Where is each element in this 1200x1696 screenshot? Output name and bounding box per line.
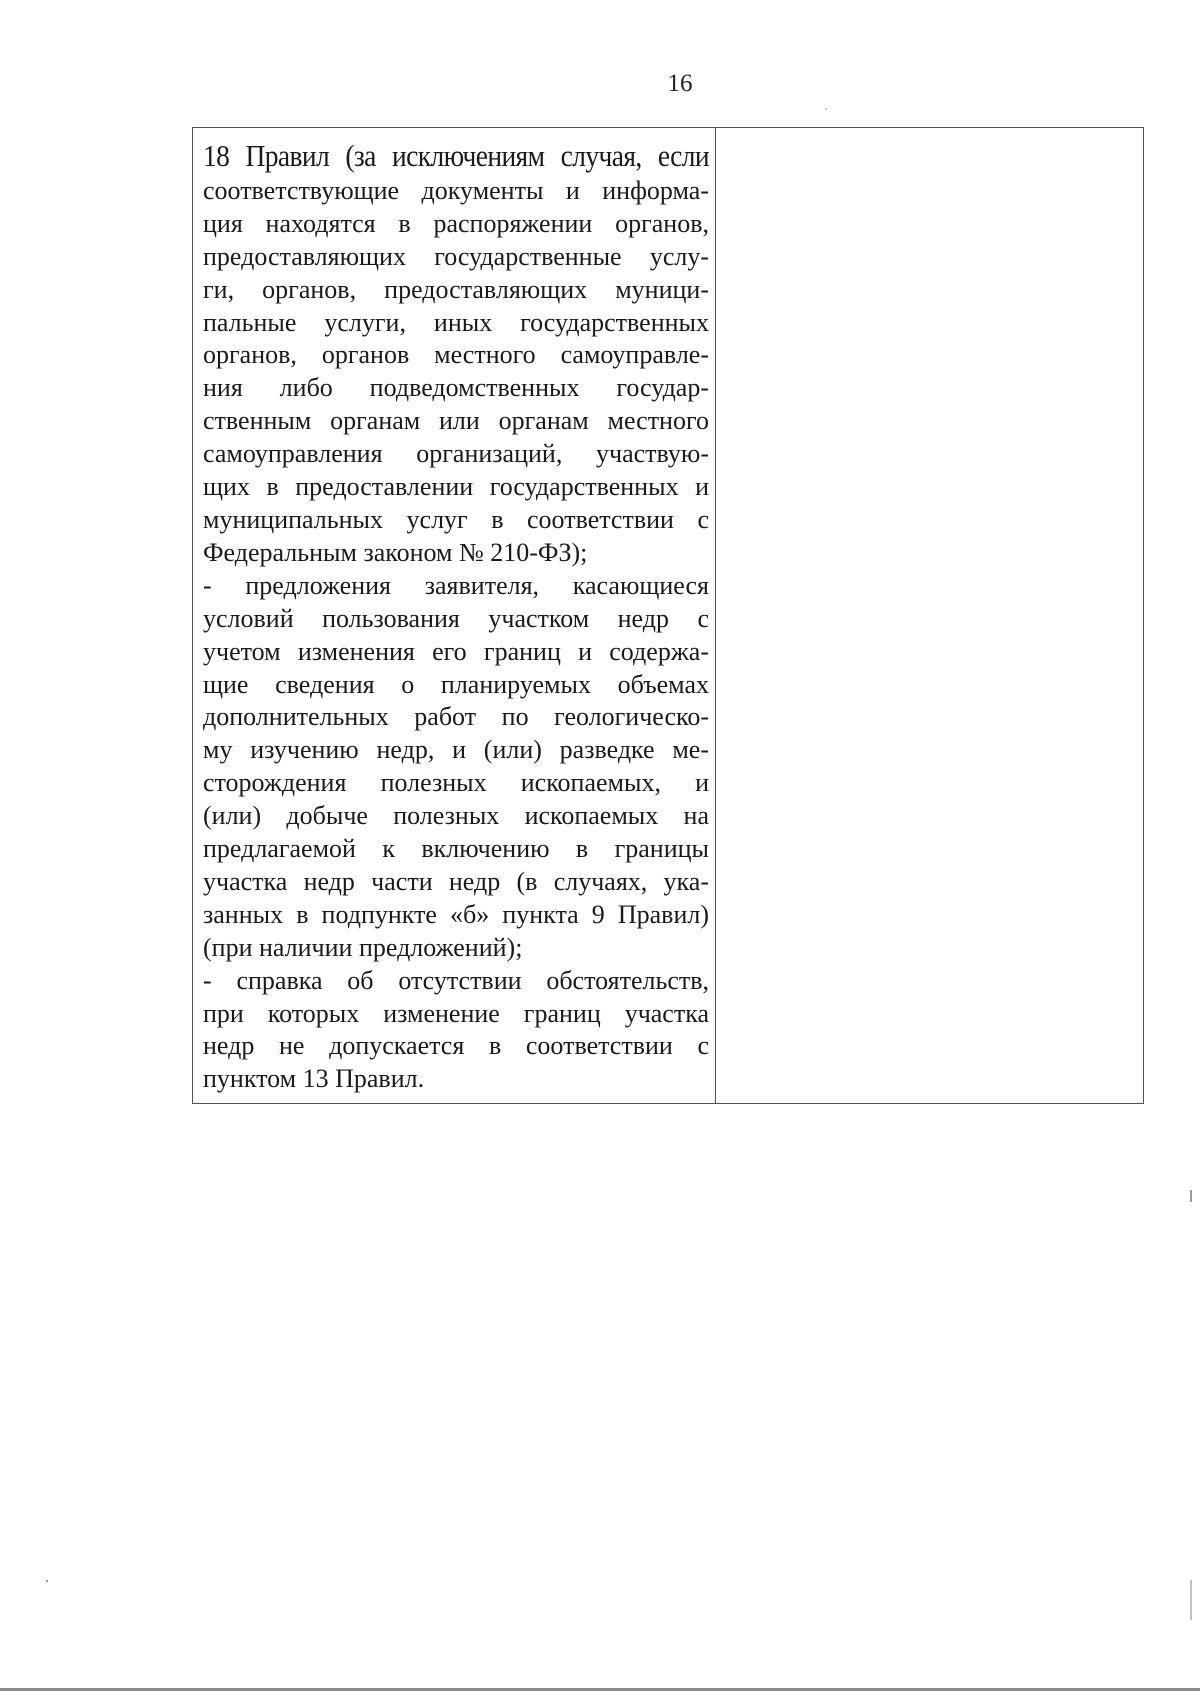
text-line: соответствующие документы и информа-: [203, 175, 709, 205]
text-line: дополнительных работ по геологическо-: [203, 702, 709, 732]
text-line: предлагаемой к включению в границы: [203, 834, 709, 864]
text-line: щих в предоставлении государственных и: [203, 472, 709, 502]
document-table: [192, 127, 1144, 1104]
scan-edge-line: [0, 1688, 1200, 1691]
text-line: занных в подпункте «б» пункта 9 Правил): [203, 899, 709, 929]
text-line: сторождения полезных ископаемых, и: [203, 768, 709, 798]
scan-speck: [1190, 1190, 1192, 1202]
text-line: щие сведения о планируемых объемах: [203, 669, 709, 699]
text-line: ция находятся в распоряжении органов,: [203, 208, 709, 238]
text-line: органов, органов местного самоуправле-: [203, 340, 709, 370]
table-cell-left: [193, 128, 716, 1103]
scan-speck: [1190, 1580, 1192, 1620]
text-line: условий пользования участком недр с: [203, 603, 709, 633]
text-line: (или) добыче полезных ископаемых на: [203, 801, 709, 831]
table-cell-right: [716, 128, 1143, 1103]
text-line: 18 Правил (за исключениям случая, если: [203, 138, 709, 173]
text-line: ственным органам или органам местного: [203, 406, 709, 436]
text-line: Федеральным законом № 210-ФЗ);: [203, 537, 588, 567]
text-line: ния либо подведомственных государ-: [203, 373, 709, 403]
text-line: му изучению недр, и (или) разведке ме-: [203, 735, 709, 765]
scan-speck: [46, 1580, 48, 1582]
text-line: при которых изменение границ участка: [203, 998, 709, 1028]
text-line: - справка об отсутствии обстоятельств,: [203, 965, 709, 995]
text-line: муниципальных услуг в соответствии с: [203, 504, 709, 534]
text-line: (при наличии предложений);: [203, 932, 523, 962]
text-line: предоставляющих государственные услу-: [203, 241, 709, 271]
text-line: участка недр части недр (в случаях, ука-: [203, 866, 709, 896]
text-line: учетом изменения его границ и содержа-: [203, 636, 709, 666]
text-line: недр не допускается в соответствии с: [203, 1031, 709, 1061]
scan-speck: [825, 108, 827, 110]
text-line: самоуправления организаций, участвую-: [203, 439, 709, 469]
text-line: пальные услуги, иных государственных: [203, 307, 709, 337]
text-line: пунктом 13 Правил.: [203, 1064, 425, 1094]
text-line: - предложения заявителя, касающиеся: [203, 570, 709, 600]
page-number: 16: [667, 70, 693, 97]
text-line: ги, органов, предоставляющих муници-: [203, 274, 709, 304]
